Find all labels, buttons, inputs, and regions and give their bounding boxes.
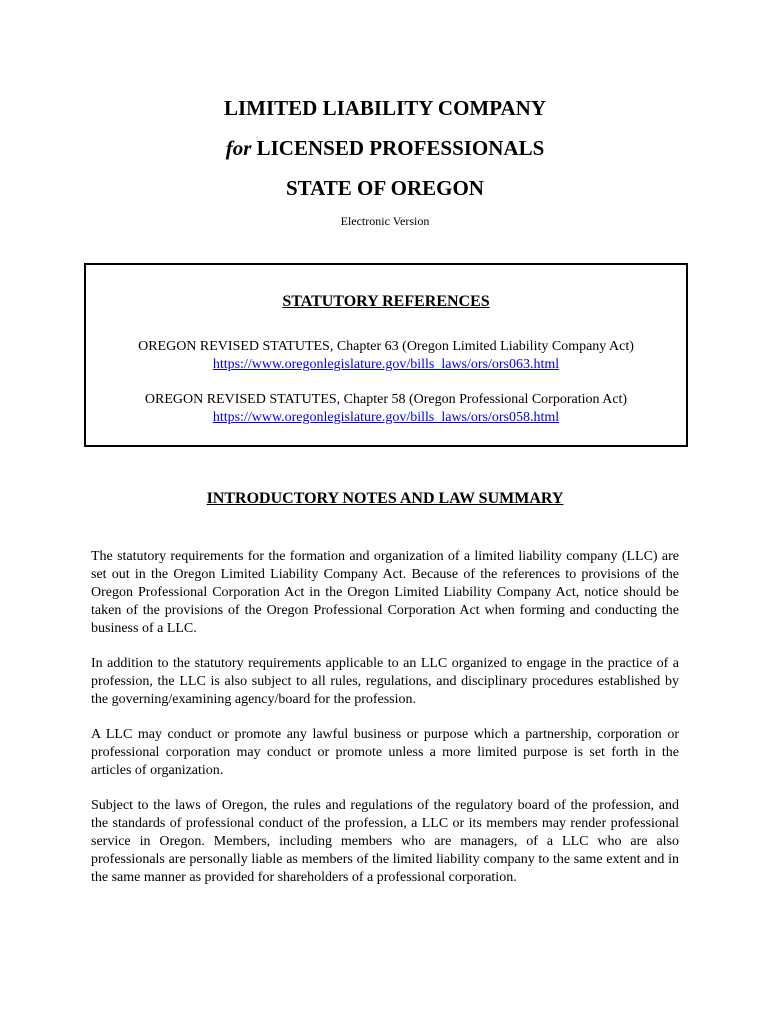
reference-1-text: OREGON REVISED STATUTES, Chapter 63 (Oregon Limited Liability Company Act)	[138, 339, 634, 354]
intro-heading: INTRODUCTORY NOTES AND LAW SUMMARY	[206, 490, 564, 507]
reference-1-link-row	[86, 356, 686, 373]
document-subtitle: Electronic Version	[340, 214, 430, 228]
statutory-references-box	[84, 263, 688, 447]
title-line-2-rest: LICENSED PROFESSIONALS	[251, 136, 545, 160]
title-italic-word: for	[225, 136, 252, 160]
document-title-line-3: STATE OF OREGON	[286, 176, 484, 200]
reference-1-link[interactable]: https://www.oregonlegislature.gov/bills_laws/ors/ors063.html	[212, 357, 560, 372]
intro-paragraph-4: Subject to the laws of Oregon, the rules and regulations of the regulatory board of the profession, and the standards of professional conduct of the profession, a LLC or its members may render professional service in Oregon. Members, including members who are managers, of a LLC who are also professionals are personally liable as members of the limited liability company to the same extent and in the same manner as provided for shareholders of a professional corporation.	[91, 798, 679, 885]
document-title-line-1: LIMITED LIABILITY COMPANY	[223, 96, 547, 120]
reference-2-link-row	[86, 409, 686, 426]
reference-2-text: OREGON REVISED STATUTES, Chapter 58 (Oregon Professional Corporation Act)	[144, 392, 628, 407]
document-title-line-2	[0, 136, 770, 160]
statutory-references-heading: STATUTORY REFERENCES	[282, 293, 490, 310]
reference-2-link[interactable]: https://www.oregonlegislature.gov/bills_laws/ors/ors058.html	[212, 410, 560, 425]
intro-paragraph-3: A LLC may conduct or promote any lawful business or purpose which a partnership, corporation or professional corporation may conduct or promote unless a more limited purpose is set forth in the articles of organization.	[91, 727, 679, 778]
intro-paragraph-1: The statutory requirements for the formation and organization of a limited liability company (LLC) are set out in the Oregon Limited Liability Company Act. Because of the references to provisions of the Oregon Professional Corporation Act in the Oregon Limited Liability Company Act, notice should be taken of the provisions of the Oregon Professional Corporation Act when forming and conducting the business of a LLC.	[91, 549, 679, 636]
intro-paragraph-2: In addition to the statutory requirements applicable to an LLC organized to engage in the practice of a profession, the LLC is also subject to all rules, regulations, and disciplinary procedures established by the governing/examining agency/board for the profession.	[91, 656, 679, 707]
